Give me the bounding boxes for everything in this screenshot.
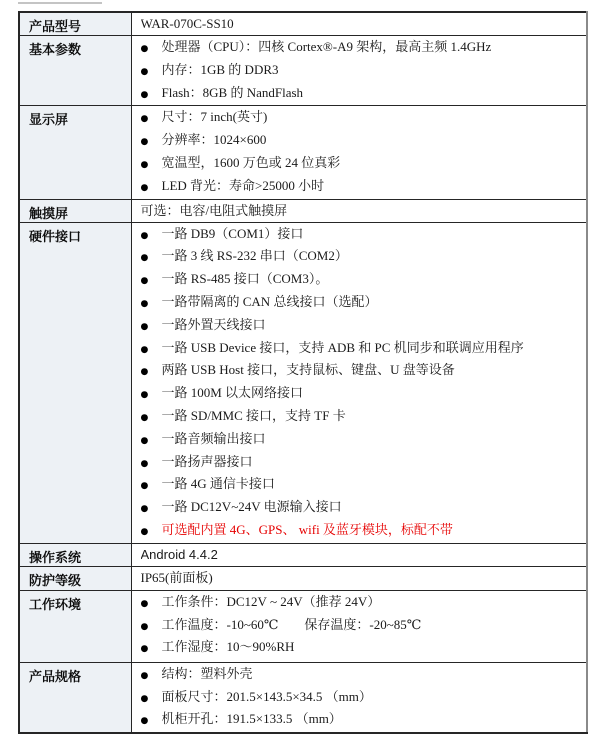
spec-text: WAR-070C-SS10 <box>140 16 234 31</box>
spec-text: 一路带隔离的 CAN 总线接口（选配） <box>161 293 378 309</box>
spec-text: 一路 3 线 RS-232 串口（COM2） <box>161 248 348 264</box>
bullet-icon: ● <box>140 598 149 609</box>
spec-text: 可选：电容/电阻式触摸屏 <box>140 202 288 218</box>
bullet-icon: ● <box>140 670 149 681</box>
spec-text: 一路 4G 通信卡接口 <box>161 476 275 492</box>
spec-text: 面板尺寸：201.5×143.5×34.5 （mm） <box>161 688 372 704</box>
spec-line <box>141 60 583 83</box>
spec-text: 两路 USB Host 接口，支持鼠标、键盘、U 盘等设备 <box>161 362 455 378</box>
spec-line <box>141 406 583 429</box>
spec-text: 一路 RS-485 接口（COM3）。 <box>161 271 329 287</box>
spec-line <box>141 246 583 269</box>
bullet-icon: ● <box>140 390 149 401</box>
bullet-icon: ● <box>140 435 149 446</box>
spec-text: 可选配内置 4G、GPS、 wifi 及蓝牙模块，标配不带 <box>161 521 453 537</box>
bullet-icon: ● <box>140 504 149 515</box>
bullet-icon: ● <box>140 481 149 492</box>
spec-line <box>141 664 583 687</box>
spec-text: 工作条件：DC12V ~ 24V（推荐 24V） <box>161 593 381 609</box>
spec-text: 一路音频输出接口 <box>161 430 266 446</box>
bullet-icon: ● <box>140 137 149 148</box>
spec-line <box>141 224 583 247</box>
spec-line <box>141 568 583 589</box>
bullet-icon: ● <box>140 693 149 704</box>
spec-line <box>141 176 583 199</box>
spec-line <box>141 292 583 315</box>
bullet-icon: ● <box>140 367 149 378</box>
row-label: 防护等级 <box>19 566 131 590</box>
spec-line <box>141 14 583 35</box>
row-label: 操作系统 <box>19 543 131 566</box>
spec-line <box>141 709 583 732</box>
spec-line <box>141 497 583 520</box>
spec-text: LED 背光：寿命>25000 小时 <box>161 177 325 193</box>
table-row <box>19 12 587 36</box>
bullet-icon: ● <box>140 44 149 54</box>
row-label: 产品型号 <box>19 12 131 36</box>
bullet-icon: ● <box>140 276 149 287</box>
spec-line <box>141 201 583 222</box>
table-row <box>19 222 587 543</box>
spec-line <box>141 452 583 475</box>
spec-text: 一路扬声器接口 <box>161 453 253 469</box>
row-label: 工作环境 <box>19 590 131 662</box>
spec-text: 宽温型，1600 万色或 24 位真彩 <box>161 154 341 170</box>
table-row <box>19 566 587 590</box>
bullet-icon: ● <box>140 644 149 655</box>
row-label: 基本参数 <box>19 36 131 106</box>
spec-line <box>141 130 583 153</box>
row-value-cell <box>131 36 587 106</box>
table-row <box>19 36 587 106</box>
spec-line <box>141 360 583 383</box>
product-spec-table <box>18 11 588 734</box>
spec-line <box>141 474 583 497</box>
spec-line <box>141 37 583 60</box>
row-value-cell <box>131 566 587 590</box>
spec-line <box>141 637 583 660</box>
bullet-icon: ● <box>140 412 149 423</box>
spec-line <box>141 545 583 566</box>
spec-line <box>141 338 583 361</box>
row-label: 显示屏 <box>19 106 131 199</box>
spec-text: 结构：塑料外壳 <box>161 665 253 681</box>
spec-line <box>141 687 583 710</box>
spec-text: 内存：1GB 的 DDR3 <box>161 61 279 77</box>
bullet-icon: ● <box>140 344 149 355</box>
spec-line <box>141 315 583 338</box>
bullet-icon: ● <box>140 230 149 241</box>
spec-line <box>141 615 583 638</box>
spec-text: Flash：8GB 的 NandFlash <box>161 84 304 100</box>
spec-text: 一路 DC12V~24V 电源输入接口 <box>161 499 342 515</box>
spec-table-body <box>19 12 587 733</box>
spec-text: 一路 USB Device 接口，支持 ADB 和 PC 机同步和联调应用程序 <box>161 339 524 355</box>
row-label: 产品规格 <box>19 662 131 733</box>
spec-text: 一路外置天线接口 <box>161 316 266 332</box>
spec-text: IP65(前面板) <box>140 569 213 585</box>
row-value-cell <box>131 590 587 662</box>
bullet-icon: ● <box>140 182 149 193</box>
spec-line <box>141 83 583 106</box>
bullet-icon: ● <box>140 114 149 125</box>
table-row <box>19 106 587 199</box>
table-row <box>19 590 587 662</box>
spec-line <box>141 383 583 406</box>
cropped-text-rule <box>18 2 102 4</box>
spec-line <box>141 429 583 452</box>
spec-text: 分辨率：1024×600 <box>161 132 267 148</box>
table-row <box>19 662 587 733</box>
row-value-cell <box>131 543 587 566</box>
table-row <box>19 199 587 222</box>
bullet-icon: ● <box>140 298 149 309</box>
bullet-icon: ● <box>140 159 149 170</box>
row-label: 硬件接口 <box>19 222 131 543</box>
spec-line <box>141 153 583 176</box>
row-value-cell <box>131 222 587 543</box>
bullet-icon: ● <box>140 716 149 727</box>
row-value-cell <box>131 106 587 199</box>
row-value-cell <box>131 12 587 36</box>
spec-text: 一路 SD/MMC 接口，支持 TF 卡 <box>161 407 346 423</box>
spec-line <box>141 107 583 130</box>
spec-text: 处理器（CPU）：四核 Cortex®-A9 架构，最高主频 1.4GHz <box>161 39 492 54</box>
spec-text: Android 4.4.2 <box>140 546 218 562</box>
spec-text: 一路 100M 以太网络接口 <box>161 385 304 401</box>
bullet-icon: ● <box>140 526 149 537</box>
row-value-cell <box>131 199 587 222</box>
bullet-icon: ● <box>140 89 149 100</box>
bullet-icon: ● <box>140 253 149 264</box>
bullet-icon: ● <box>140 66 149 77</box>
spec-line <box>141 520 583 543</box>
spec-text: 尺寸：7 inch(英寸) <box>161 109 268 125</box>
bullet-icon: ● <box>140 321 149 332</box>
spec-text: 一路 DB9（COM1）接口 <box>161 225 304 241</box>
spec-line <box>141 592 583 615</box>
row-value-cell <box>131 662 587 733</box>
spec-text: 工作温度：-10~60℃ 保存温度：-20~85℃ <box>161 616 422 632</box>
bullet-icon: ● <box>140 621 149 632</box>
spec-text: 机柜开孔：191.5×133.5 （mm） <box>161 711 342 727</box>
bullet-icon: ● <box>140 458 149 469</box>
spec-line <box>141 269 583 292</box>
spec-text: 工作湿度：10～90%RH <box>161 639 295 655</box>
table-row <box>19 543 587 566</box>
row-label: 触摸屏 <box>19 199 131 222</box>
